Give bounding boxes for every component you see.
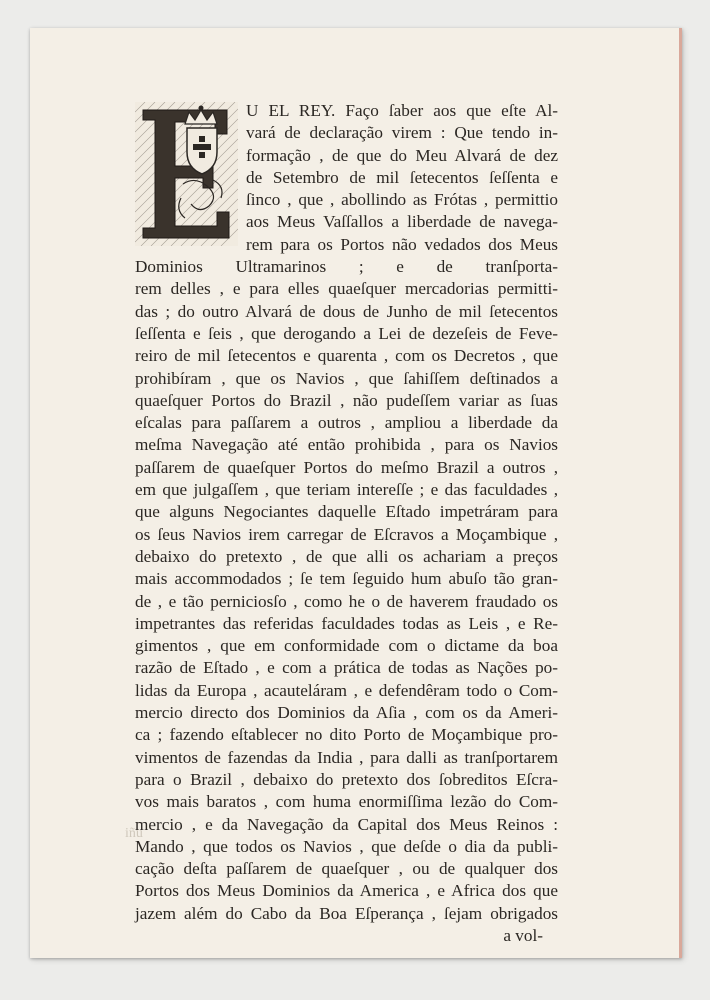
text-line: rem delles , e para elles quaeſquer mercadorias permitti- bbox=[135, 279, 558, 299]
text-line: impetrantes das referidas faculdades todas as Leis , e Re- bbox=[135, 613, 558, 633]
text-line: aos Meus Vaſſallos a liberdade de navega- bbox=[246, 212, 558, 232]
text-line: em que julgaſſem , que teriam intereſſe ; e das faculdades , bbox=[135, 480, 558, 500]
text-line: reiro de mil ſetecentos e quarenta , com os Decretos , que bbox=[135, 346, 558, 366]
text-line: ſeſſenta e ſeis , que derogando a Lei de dezeſeis de Feve- bbox=[135, 323, 558, 343]
text-line: Mando , que todos os Navios , que deſde o dia da publi- bbox=[135, 836, 558, 856]
text-line: formação , de que do Meu Alvará de dez bbox=[246, 145, 558, 165]
decorated-initial-e bbox=[135, 102, 238, 246]
text-line: Portos dos Meus Dominios da America , e Africa dos que bbox=[135, 881, 558, 901]
text-line: ſinco , que , abollindo as Frótas , permittio bbox=[246, 190, 558, 210]
text-line: debaixo do pretexto , de que alli os achariam a preços bbox=[135, 546, 558, 566]
text-line: lidas da Europa , acauteláram , e defendêram todo o Com- bbox=[135, 680, 558, 700]
text-line: mercio directo dos Dominios da Aſia , com os da Ameri- bbox=[135, 703, 558, 723]
text-line: eſcalas para paſſarem a outros , ampliou a liberdade da bbox=[135, 413, 558, 433]
text-line: que alguns Negociantes daquelle Eſtado impetráram para bbox=[135, 502, 558, 522]
text-line: razão de Eſtado , e com a prática de todas as Nações po- bbox=[135, 658, 558, 678]
text-line: quaeſquer Portos do Brazil , não pudeſſem variar as ſuas bbox=[135, 390, 558, 410]
text-line: vos mais baratos , com huma enormiſſima lezão do Com- bbox=[135, 792, 558, 812]
text-line: paſſarem de quaeſquer Portos do meſmo Brazil a outros , bbox=[135, 457, 558, 477]
text-line: meſma Navegação até então prohibida , para os Navios bbox=[135, 435, 558, 455]
decree-text bbox=[135, 100, 558, 947]
text-line: para o Brazil , debaixo do pretexto dos ſobreditos Eſcra- bbox=[135, 769, 558, 789]
text-line: jazem além do Cabo da Boa Eſperança , ſejam obrigados bbox=[135, 903, 558, 923]
text-line: Dominios Ultramarinos ; e de tranſporta- bbox=[135, 257, 558, 277]
text-line: gimentos , que em conformidade com o dictame da boa bbox=[135, 636, 558, 656]
faint-mark: iñu bbox=[125, 826, 143, 841]
text-line: vará de declaração virem : Que tendo in- bbox=[246, 123, 558, 143]
text-line: mercio , e da Navegação da Capital dos Meus Reinos : bbox=[135, 814, 558, 834]
catchword: a vol- bbox=[503, 925, 543, 945]
text-line: ca ; fazendo eſtablecer no dito Porto de Moçambique pro- bbox=[135, 725, 558, 745]
text-line: de Setembro de mil ſetecentos ſeſſenta e bbox=[246, 167, 558, 187]
text-line: rem para os Portos não vedados dos Meus bbox=[246, 234, 558, 254]
text-line: mais accommodados ; ſe tem ſeguido hum abuſo tão gran- bbox=[135, 569, 558, 589]
text-line: cação deſta paſſarem de quaeſquer , ou de qualquer dos bbox=[135, 859, 558, 879]
text-line: vimentos de fazendas da India , para dalli as tranſportarem bbox=[135, 747, 558, 767]
text-line: os ſeus Navios irem carregar de Eſcravos a Moçambique , bbox=[135, 524, 558, 544]
text-line: de , e tão perniciosſo , como he o de haverem fraudado os bbox=[135, 591, 558, 611]
text-line: das ; do outro Alvará de dous de Junho de mil ſetecentos bbox=[135, 301, 558, 321]
text-line: U EL REY. Faço ſaber aos que eſte Al- bbox=[246, 101, 558, 120]
text-line: prohibíram , que os Navios , que ſahiſſem deſtinados a bbox=[135, 368, 558, 388]
